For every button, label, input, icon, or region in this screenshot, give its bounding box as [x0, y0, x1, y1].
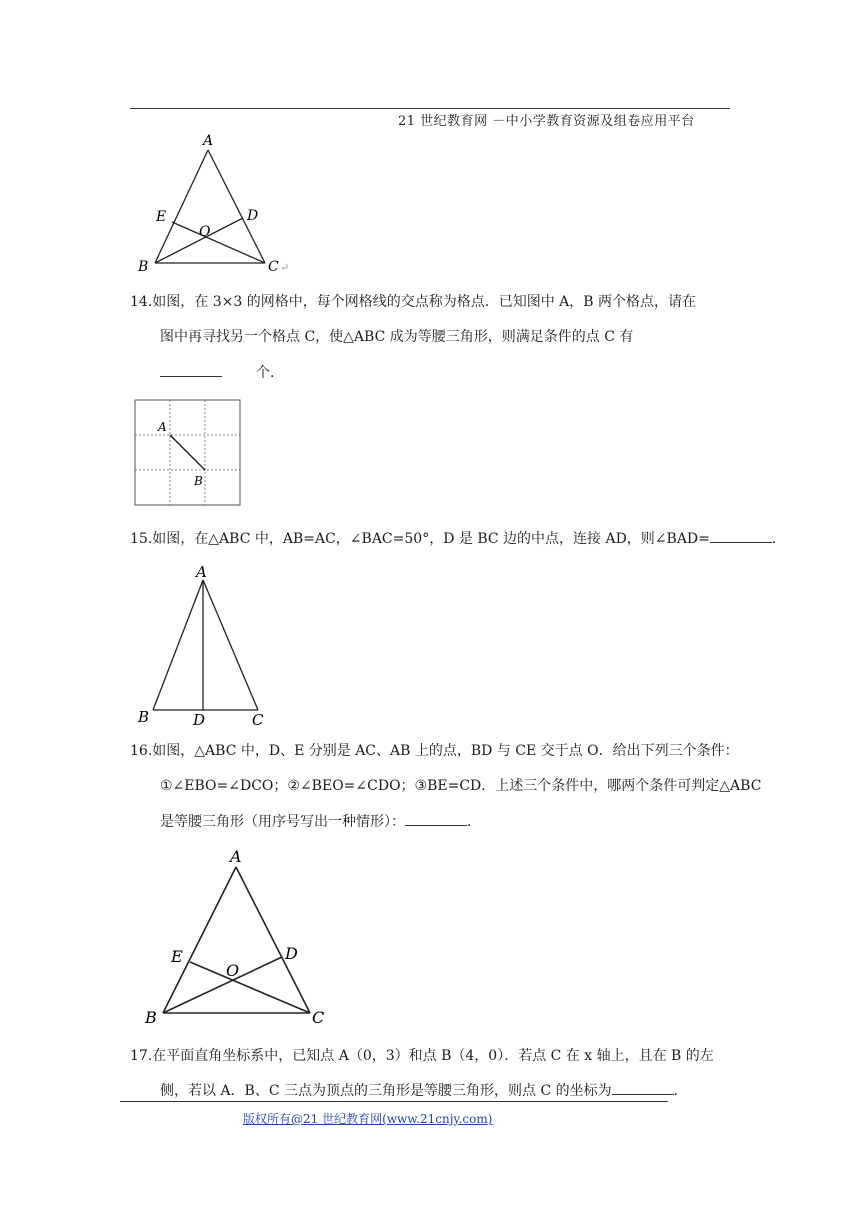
- label-B: B: [138, 259, 149, 275]
- q16-line2: ①∠EBO=∠DCO；②∠BEO=∠CDO；③BE=CD．上述三个条件中，哪两个条件可判定△ABC: [160, 778, 762, 794]
- label-O: O: [199, 224, 211, 240]
- q14-line2: 图中再寻找另一个格点 C，使△ABC 成为等腰三角形，则满足条件的点 C 有: [160, 329, 634, 345]
- label-E: E: [171, 947, 183, 966]
- label-D: D: [193, 711, 206, 729]
- q15-text: 15.如图，在△ABC 中，AB=AC，∠BAC=50°，D 是 BC 边的中点，连接 AD，则∠BAD=: [130, 531, 710, 547]
- label-A: A: [196, 563, 207, 581]
- label-D: D: [285, 944, 298, 963]
- q15-line1: [130, 528, 786, 549]
- figure-grid-3x3: [130, 398, 245, 510]
- label-C: C: [312, 1008, 325, 1027]
- label-O: O: [226, 961, 240, 980]
- label-A: A: [203, 133, 214, 149]
- q15-answer-blank[interactable]: [710, 528, 772, 543]
- header-rule: [130, 108, 730, 109]
- label-B: B: [145, 1008, 157, 1027]
- q17-text: 侧，若以 A．B、C 三点为顶点的三角形是等腰三角形，则点 C 的坐标为: [160, 1083, 612, 1099]
- q16-end: ．: [467, 814, 481, 830]
- grid-label-B: B: [194, 474, 203, 488]
- q16-line1: 16.如图，△ABC 中，D、E 分别是 AC、AB 上的点，BD 与 CE 交于点 O．给出下列三个条件：: [130, 743, 739, 759]
- figure-triangle-q16: [130, 845, 340, 1030]
- q17-line1: 17.在平面直角坐标系中，已知点 A（0，3）和点 B（4，0）．若点 C 在 x 轴上，且在 B 的左: [130, 1048, 714, 1064]
- grid-label-A: A: [158, 420, 167, 434]
- label-A: A: [230, 847, 242, 866]
- figure-triangle-top: [130, 130, 300, 275]
- label-D: D: [247, 208, 259, 224]
- return-mark-icon: ↵: [280, 261, 290, 274]
- q17-answer-blank[interactable]: [612, 1080, 674, 1095]
- header-site-text: 21 世纪教育网 －中小学教育资源及组卷应用平台: [398, 114, 695, 129]
- q16-answer-blank[interactable]: [405, 811, 467, 826]
- q17-line2: [160, 1080, 688, 1101]
- label-E: E: [156, 209, 167, 225]
- q14-suffix: 个．: [256, 365, 284, 381]
- q17-end: ．: [673, 1083, 688, 1099]
- q14-line1: 14.如图，在 3×3 的网格中，每个网格线的交点称为格点．已知图中 A，B 两个格点，请在: [130, 294, 697, 310]
- label-B: B: [138, 708, 150, 726]
- q16-text: 是等腰三角形（用序号写出一种情形）：: [160, 814, 405, 830]
- figure-triangle-q15: [130, 560, 280, 730]
- q14-answer-blank[interactable]: [160, 362, 222, 377]
- footer-rule: [120, 1101, 668, 1102]
- q14-line3: [160, 362, 284, 383]
- q16-line3: [160, 811, 481, 832]
- label-C: C: [268, 259, 279, 275]
- label-C: C: [252, 711, 264, 729]
- q15-end: ．: [771, 531, 786, 547]
- footer-copyright-link[interactable]: 版权所有@21 世纪教育网(www.21cnjy.com): [243, 1112, 493, 1126]
